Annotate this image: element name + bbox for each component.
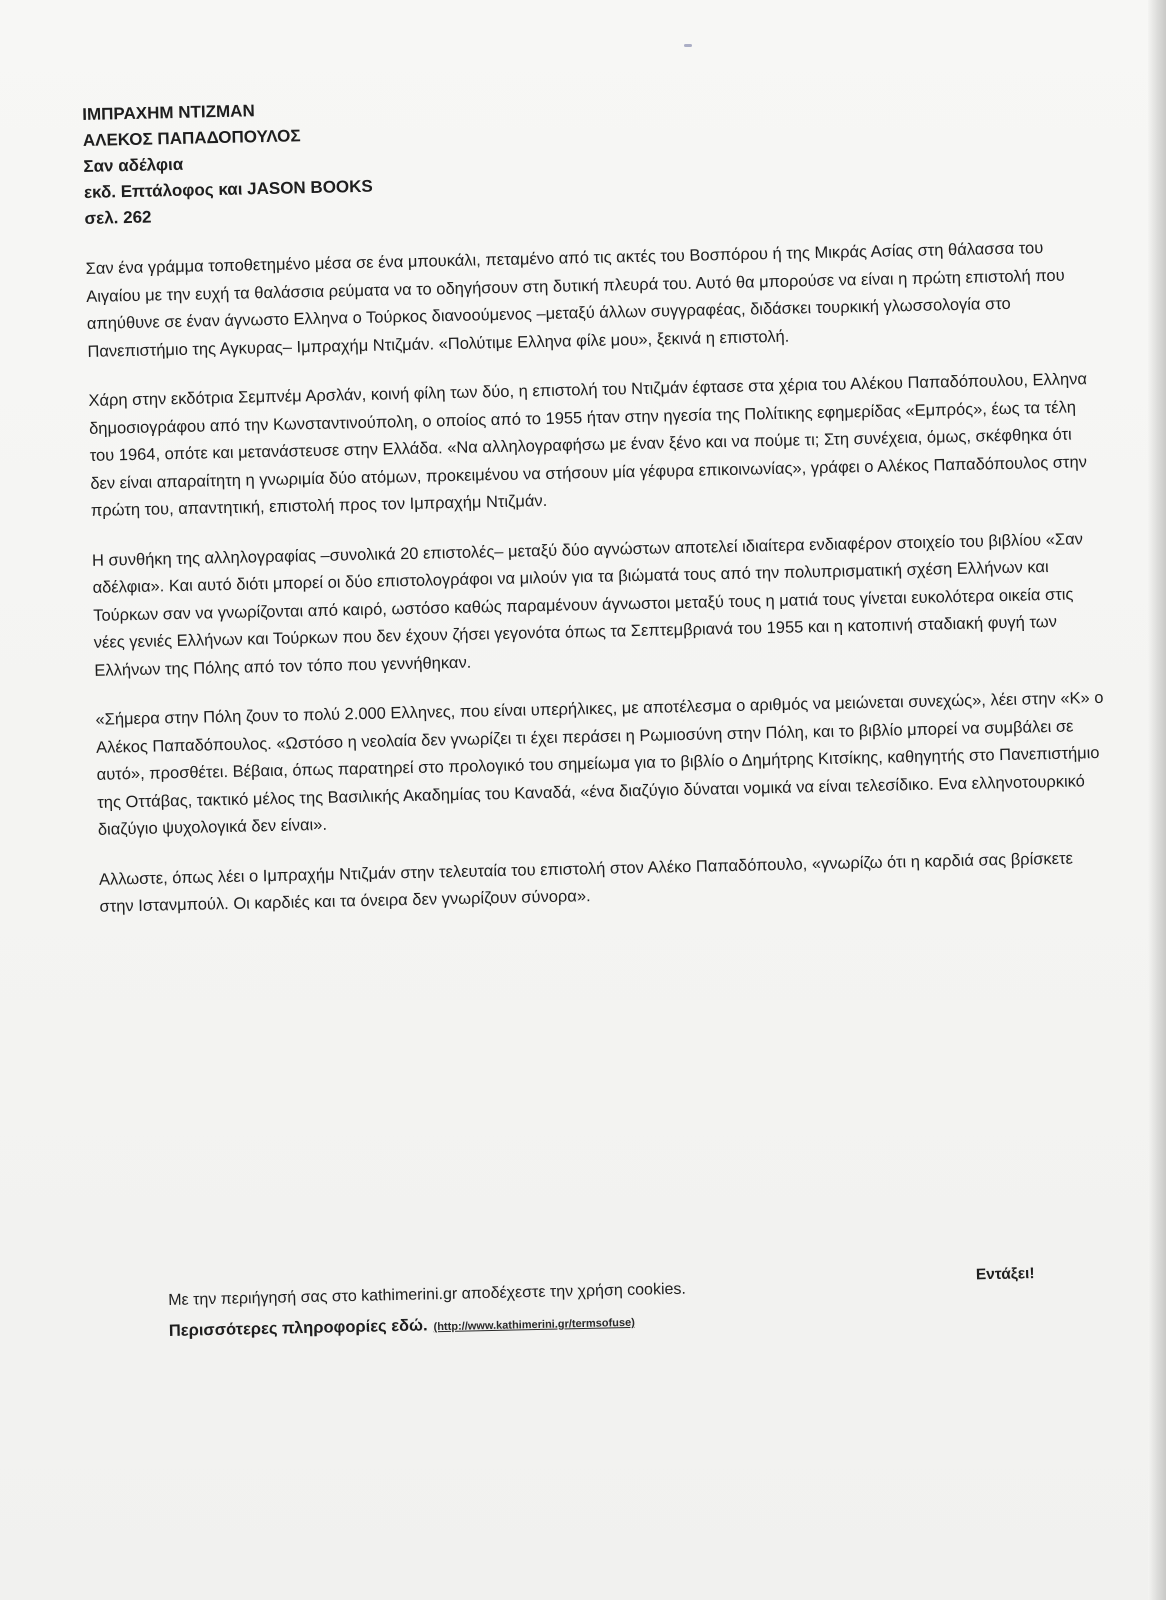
- paragraph-5: Αλλωστε, όπως λέει ο Ιμπραχήμ Ντιζμάν στην τελευταία του επιστολή στον Αλέκο Παπαδόπουλο, «γνωρίζω ότι η καρδιά σας βρίσκετε στην Ιστανμπούλ. Οι καρδιές και τα όνειρα δεν γνωρίζουν σύνορα».: [98, 849, 1074, 916]
- cookie-notice: [168, 1265, 1049, 1341]
- article: [85, 234, 1109, 921]
- accept-cookies-button[interactable]: Εντάξει!: [975, 1265, 1035, 1284]
- ink-speck: [684, 44, 692, 47]
- cookie-text: Με την περιήγησή σας στο kathimerini.gr αποδέχεστε την χρήση cookies.: [168, 1280, 687, 1309]
- paragraph-3: Η συνθήκη της αλληλογραφίας –συνολικά 20 επιστολές– μεταξύ δύο αγνώστων αποτελεί ιδιαίτερα ενδιαφέρον στοιχείο του βιβλίου «Σαν αδέλφια». Και αυτό διότι μπορεί οι δύο επιστολογράφοι να μιλούν για τα βιώματά τους από την πολυπρισματική σχέση Ελλήνων και Τούρκων σαν να γνωρίζονται από καιρό, ωστόσο καθώς παραμένουν άγνωστοι μεταξύ τους η ματιά τους γίνεται ευκολότερα οικεία στις νέες γενιές Ελλήνων και Τούρκων που δεν έχουν ζήσει γεγονότα όπως τα Σεπτεμβριανά του 1955 και η κατοπινή σταδιακή φυγή των Ελλήνων της Πόλης από τον τόπο που γεννήθηκαν.: [91, 529, 1084, 680]
- paragraph-2: Χάρη στην εκδότρια Σεμπνέμ Αρσλάν, κοινή φίλη των δύο, η επιστολή του Ντιζμάν έφτασε στα χέρια του Αλέκου Παπαδόπουλου, Ελληνα δημοσιογράφου από την Κωνσταντινούπολη, ο οποίος από το 1955 ήταν στην ηγεσία της Πολίτικης εφημερίδας «Εμπρός», έως τα τέλη του 1964, οπότε και μετανάστευσε στην Ελλάδα. «Να αλληλογραφήσω με έναν ξένο και να πούμε τι; Στη συνέχεια, όμως, σκέφθηκα ότι δεν είναι απαραίτητη η γνωριμία δύο ατόμων, προκειμένου να στήσουν μία γέφυρα επικοινωνίας», γράφει ο Αλέκος Παπαδόπουλος στην πρώτη του, απαντητική, επιστολή προς τον Ιμπραχήμ Ντιζμάν.: [88, 370, 1088, 520]
- terms-link[interactable]: (http://www.kathimerini.gr/termsofuse): [433, 1316, 635, 1334]
- paragraph-4: «Σήμερα στην Πόλη ζουν το πολύ 2.000 Ελληνες, που είναι υπερήλικες, με αποτέλεσμα ο αριθμός να μειώνεται συνεχώς», λέει στην «Κ» ο Αλέκος Παπαδόπουλος. «Ωστόσο η νεολαία δεν γνωρίζει τι έχει περάσει η Ρωμιοσύνη στην Πόλη, και το βιβλίο μπορεί να συμβάλει σε αυτό», προσθέτει. Βέβαια, όπως παρατηρεί στο προλογικό του σημείωμα για το βιβλίο ο Δημήτρης Κιτσίκης, καθηγητής στο Πανεπιστήμιο της Οττάβας, τακτικό μέλος της Βασιλικής Ακαδημίας του Καναδά, «ένα διαζύγιο δύναται νομικά να είναι τελεσίδικο. Ενα ελληνοτουρκικό διαζύγιο ψυχολογικά δεν είναι».: [95, 688, 1104, 839]
- page-count: σελ. 262: [84, 207, 152, 228]
- publisher: εκδ. Επτάλοφος και JASON BOOKS: [83, 176, 373, 202]
- book-title: Σαν αδέλφια: [83, 154, 184, 176]
- author-1: ΙΜΠΡΑΧΗΜ ΝΤΙΖΜΑΝ: [82, 101, 255, 124]
- paragraph-1: Σαν ένα γράμμα τοποθετημένο μέσα σε ένα μπουκάλι, πεταμένο από τις ακτές του Βοσπόρου ή της Μικράς Ασίας στη θάλασσα του Αιγαίου με την ευχή τα θαλάσσια ρεύματα να το οδηγήσουν στη δυτική πλευρά του. Αυτό θα μπορούσε να είναι η πρώτη επιστολή που απηύθυνε σε έναν άγνωστο Ελληνα ο Τούρκος διανοούμενος –μεταξύ άλλων συγγραφέας, διδάσκει τουρκική γλωσσολογία στο Πανεπιστήμιο της Αγκυρας– Ιμπραχήμ Ντιζμάν. «Πολύτιμε Ελληνα φίλε μου», ξεκινά η επιστολή.: [85, 239, 1065, 361]
- author-2: ΑΛΕΚΟΣ ΠΑΠΑΔΟΠΟΥΛΟΣ: [82, 126, 301, 150]
- page-edge-shadow: [1148, 0, 1166, 1600]
- document-body: [82, 80, 1110, 943]
- cookie-more-label: Περισσότερες πληροφορίες εδώ.: [168, 1316, 428, 1340]
